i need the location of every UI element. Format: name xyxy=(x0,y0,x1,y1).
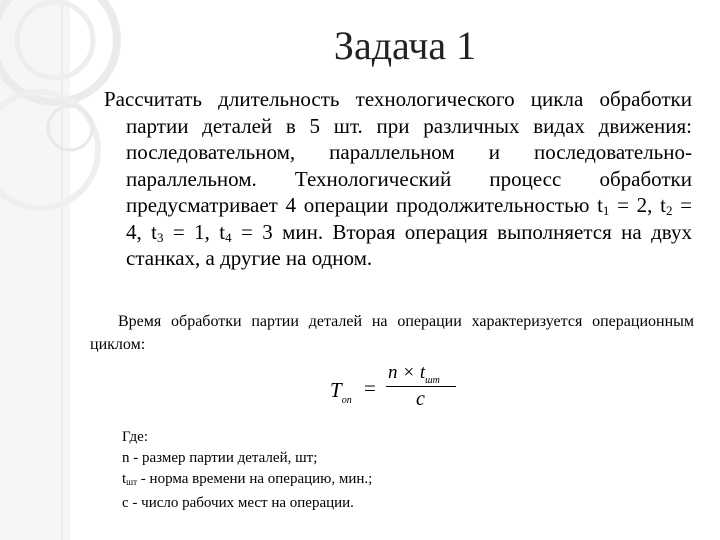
description-text: Время обработки партии деталей на операции характеризуется операционным циклом: xyxy=(90,313,694,353)
legend-line-t xyxy=(122,469,542,493)
task-sub-2: 2 xyxy=(665,203,673,218)
legend-heading: Где: xyxy=(122,429,149,445)
task-sub-4: 4 xyxy=(225,229,232,245)
formula-numerator-sub: шт xyxy=(425,375,440,386)
formula-lhs xyxy=(330,378,352,406)
slide-title: Задача 1 xyxy=(333,23,477,68)
formula-lhs-symbol: T xyxy=(330,378,342,402)
legend-block xyxy=(122,427,542,514)
task-text-3: = 4, t xyxy=(126,193,692,244)
task-text-5: = 3 мин. Вторая операция выполняется на двух станках, а другие на одном. xyxy=(126,219,692,270)
task-sub-3: 3 xyxy=(156,229,164,245)
operation-cycle-formula xyxy=(330,364,455,414)
task-sub-1: 1 xyxy=(602,203,610,218)
legend-t-symbol: t xyxy=(122,471,127,487)
legend-line-c: с - число рабочих мест на операции. xyxy=(122,495,354,511)
formula-fraction-bar xyxy=(386,386,456,387)
formula-numerator-text: n × t xyxy=(388,362,426,383)
task-text-1: Рассчитать длительность технологического цикла обработки партии деталей в 5 шт. при различных видах движения: последовательном, параллельном и последовательно-параллельном. Технологический процесс обработки предусматривает 4 операции продолжительностью t xyxy=(104,87,692,217)
task-text-4: = 1, t xyxy=(163,219,226,244)
task-text-2: = 2, t xyxy=(609,193,666,217)
formula-lhs-sub: оп xyxy=(341,395,352,406)
legend-t-text: - норма времени на операцию, мин.; xyxy=(137,471,373,487)
legend-t-sub: шт xyxy=(126,477,138,487)
legend-line-n: n - размер партии деталей, шт; xyxy=(122,450,318,466)
formula-denominator: c xyxy=(416,388,425,410)
formula-equals: = xyxy=(364,376,376,400)
formula-numerator xyxy=(388,362,440,386)
task-statement xyxy=(104,86,692,272)
